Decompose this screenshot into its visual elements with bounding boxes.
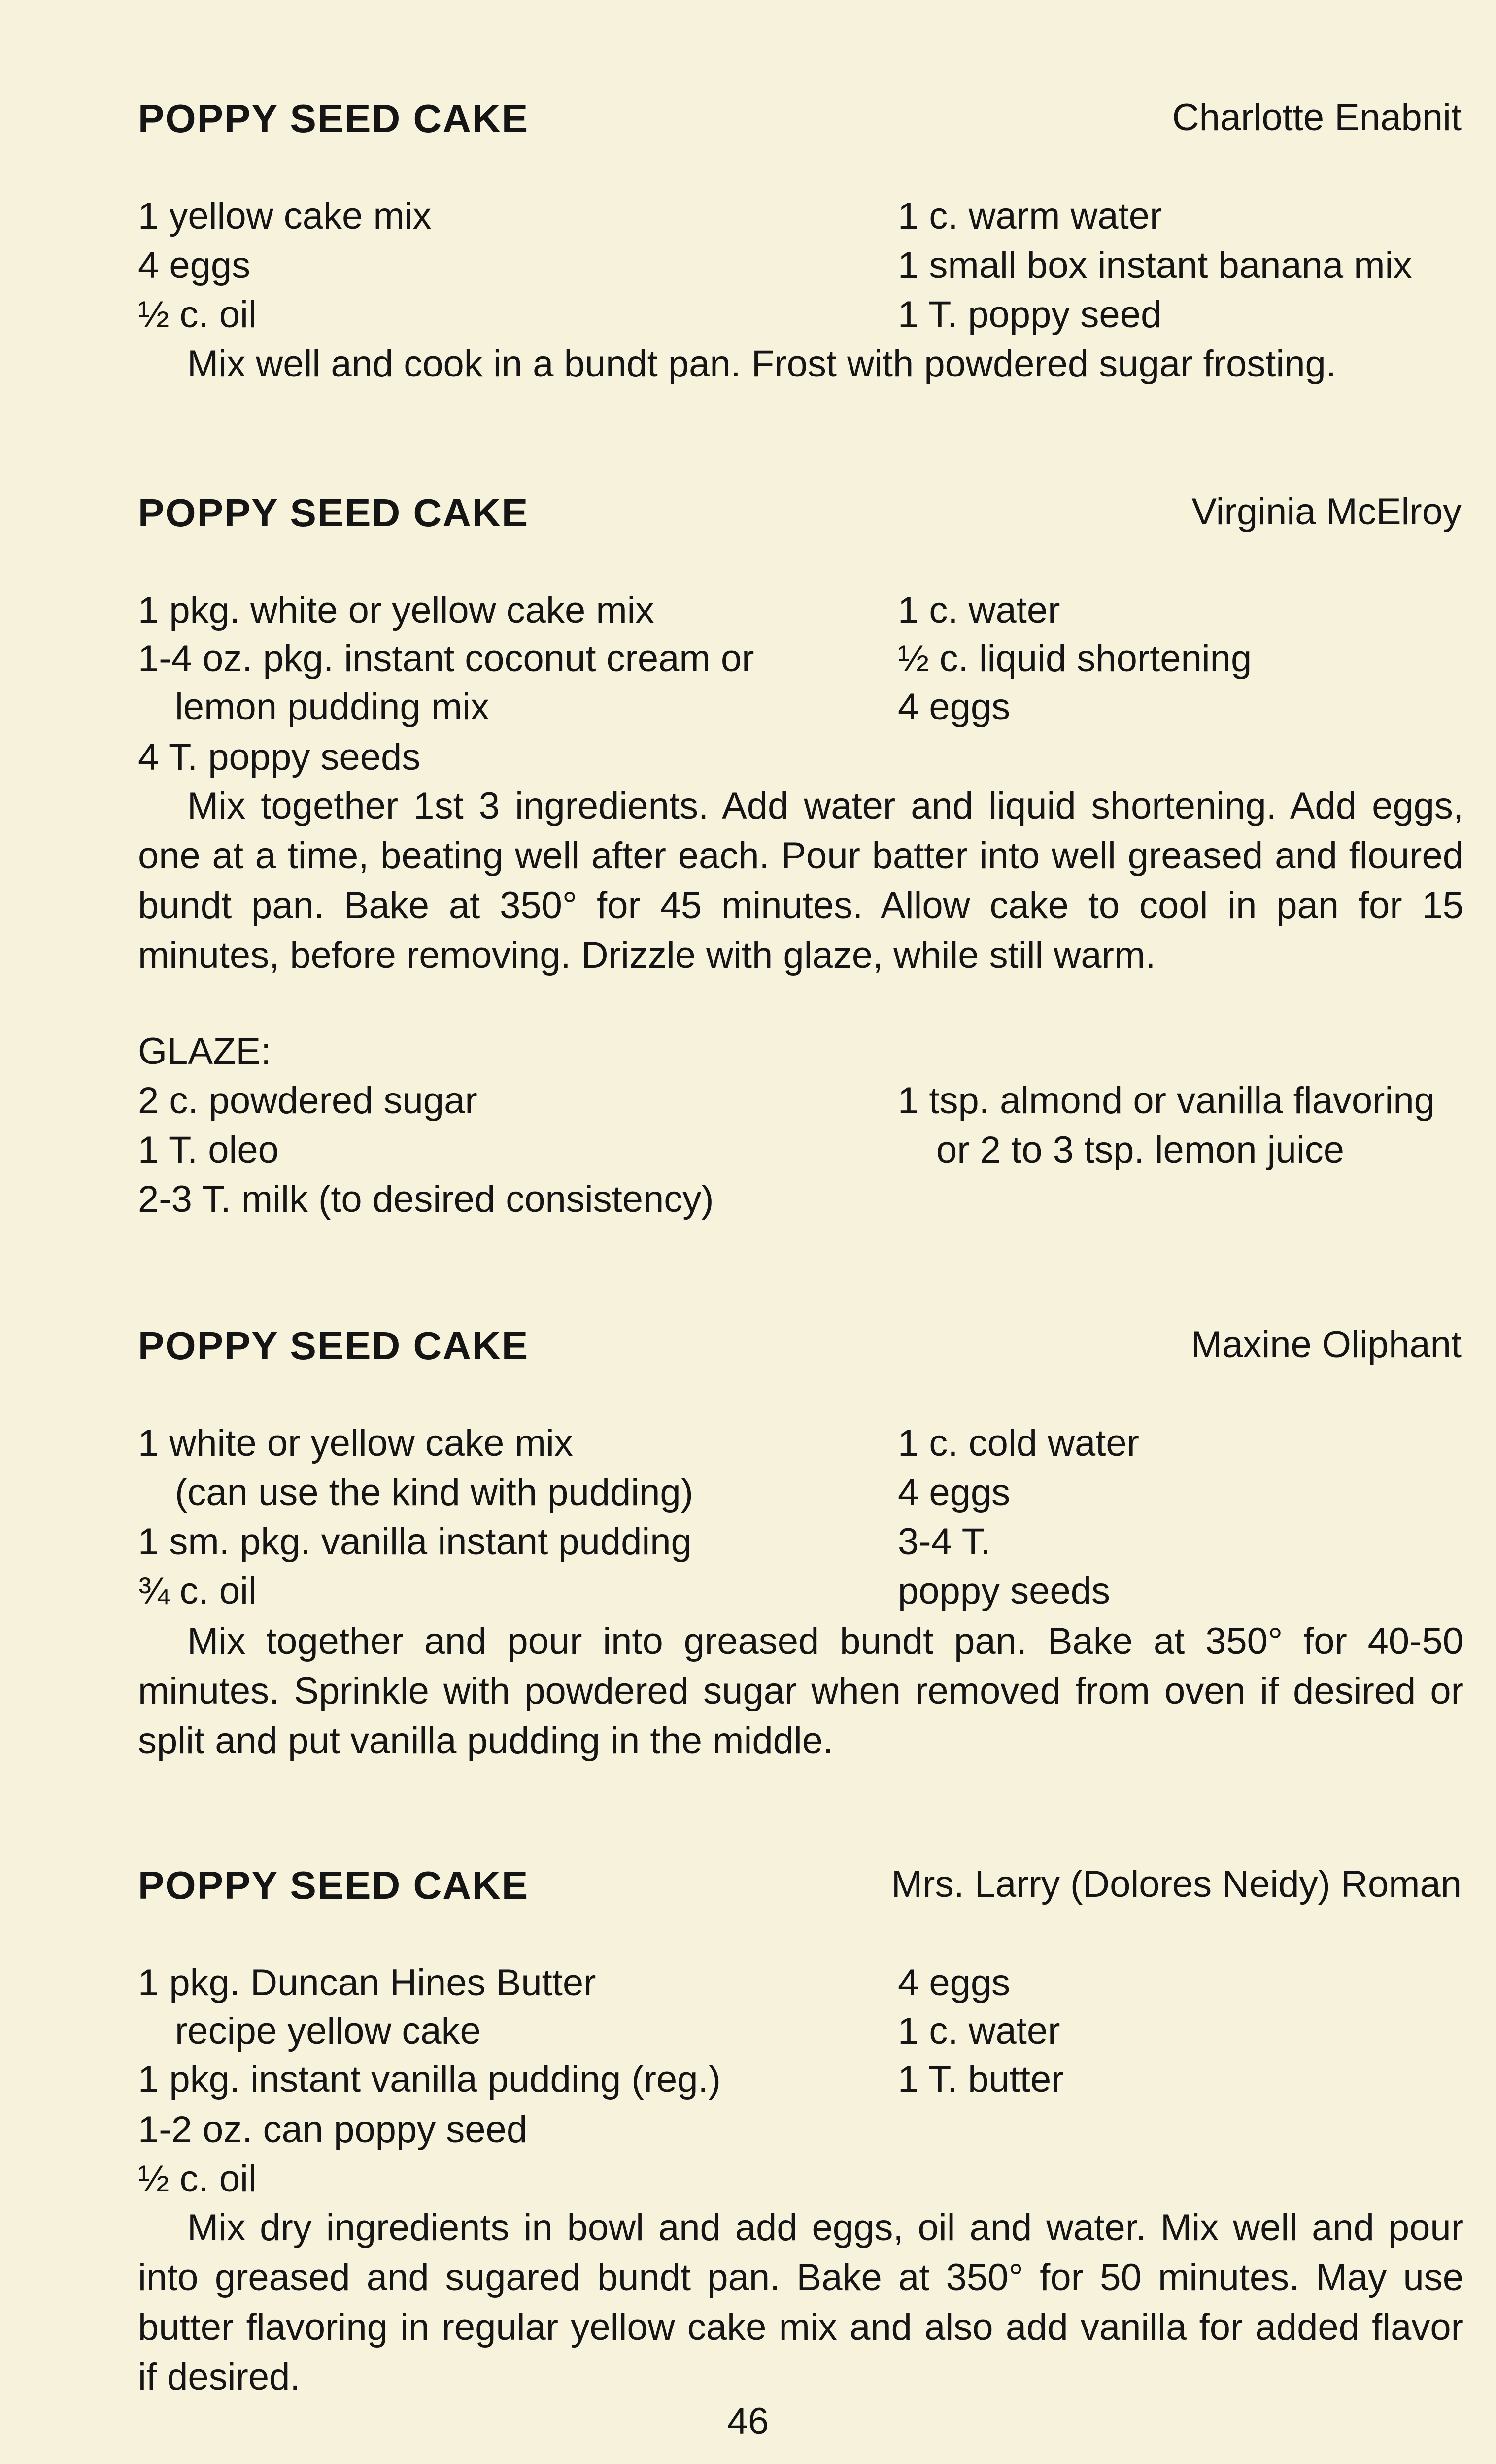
- page-number: 46: [727, 2400, 769, 2442]
- ingredient: 1 pkg. instant vanilla pudding (reg.): [138, 2058, 721, 2100]
- ingredient: ½ c. oil: [138, 294, 257, 336]
- ingredient: lemon pudding mix: [175, 686, 489, 728]
- directions: Mix together 1st 3 ingredients. Add water and liquid shortening. Add eggs, one at a time, beating well after each. Pour batter into well greased and floured bundt pan. Bake at 350° for 45 minutes. Allow cake to cool in pan for 15 minutes, before removing. Drizzle with glaze, while still warm.: [138, 785, 1463, 976]
- ingredient: 1-2 oz. can poppy seed: [138, 2109, 528, 2151]
- recipe-title: POPPY SEED CAKE: [138, 97, 529, 140]
- ingredient: 1 c. water: [898, 589, 1060, 631]
- directions: Mix dry ingredients in bowl and add eggs, oil and water. Mix well and pour into greased and sugared bundt pan. Bake at 350° for 50 minutes. May use butter flavoring in regular yellow cake mix and also add vanilla for added flavor if desired.: [138, 2207, 1463, 2398]
- ingredient: ½ c. liquid shortening: [898, 638, 1252, 680]
- ingredient: (can use the kind with pudding): [175, 1472, 693, 1513]
- ingredient: 1 c. water: [898, 2010, 1060, 2052]
- ingredient: 1 c. warm water: [898, 195, 1162, 237]
- recipe-author: Mrs. Larry (Dolores Neidy) Roman: [891, 1863, 1462, 1905]
- directions: Mix well and cook in a bundt pan. Frost with powdered sugar frosting.: [187, 343, 1336, 385]
- glaze-ingredient: 1 T. oleo: [138, 1129, 279, 1171]
- ingredient: 1 T. butter: [898, 2058, 1064, 2100]
- recipe-author: Maxine Oliphant: [1190, 1324, 1462, 1366]
- recipe-title: POPPY SEED CAKE: [138, 1324, 529, 1368]
- ingredient: 4 eggs: [138, 244, 251, 286]
- ingredient: recipe yellow cake: [175, 2010, 481, 2052]
- glaze-ingredient: 2-3 T. milk (to desired consistency): [138, 1178, 714, 1220]
- ingredient: 1 sm. pkg. vanilla instant pudding: [138, 1521, 692, 1563]
- glaze-label: GLAZE:: [138, 1030, 272, 1072]
- ingredient: 1 yellow cake mix: [138, 195, 432, 237]
- ingredient: 3-4 T.: [898, 1521, 991, 1563]
- recipe-author: Charlotte Enabnit: [1172, 97, 1462, 138]
- ingredient: ¾ c. oil: [138, 1570, 257, 1612]
- recipe-author: Virginia McElroy: [1191, 491, 1462, 533]
- glaze-ingredient: 2 c. powdered sugar: [138, 1080, 477, 1122]
- ingredient: 1 T. poppy seed: [898, 294, 1162, 336]
- ingredient: 4 T. poppy seeds: [138, 736, 421, 778]
- recipe-title: POPPY SEED CAKE: [138, 491, 529, 535]
- ingredient: 1 pkg. white or yellow cake mix: [138, 589, 654, 631]
- ingredient: ½ c. oil: [138, 2158, 257, 2200]
- ingredient: 1 c. cold water: [898, 1422, 1139, 1464]
- recipe-title: POPPY SEED CAKE: [138, 1863, 529, 1907]
- ingredient: poppy seeds: [898, 1570, 1110, 1612]
- ingredient: 1 pkg. Duncan Hines Butter: [138, 1962, 596, 2004]
- directions: Mix together and pour into greased bundt pan. Bake at 350° for 40-50 minutes. Sprinkle with powdered sugar when removed from oven if desired or split and put vanilla pudding in the middle.: [138, 1620, 1463, 1762]
- ingredient: 4 eggs: [898, 1962, 1011, 2004]
- ingredient: 1 small box instant banana mix: [898, 244, 1412, 286]
- glaze-ingredient: or 2 to 3 tsp. lemon juice: [936, 1129, 1344, 1171]
- ingredient: 1-4 oz. pkg. instant coconut cream or: [138, 638, 754, 680]
- ingredient: 4 eggs: [898, 1472, 1011, 1513]
- glaze-ingredient: 1 tsp. almond or vanilla flavoring: [898, 1080, 1435, 1122]
- ingredient: 1 white or yellow cake mix: [138, 1422, 573, 1464]
- ingredient: 4 eggs: [898, 686, 1011, 728]
